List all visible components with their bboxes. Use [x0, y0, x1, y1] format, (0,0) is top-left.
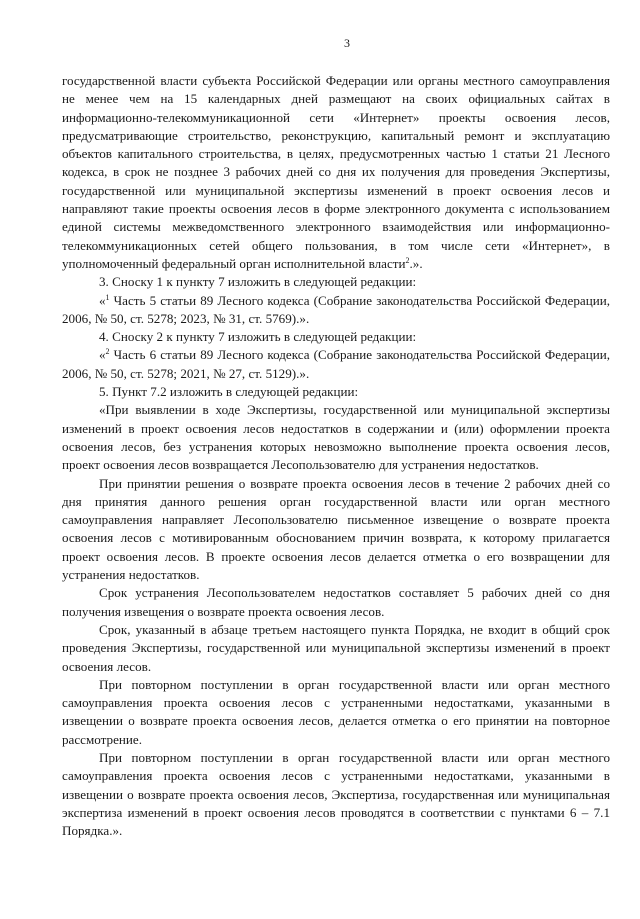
paragraph: «При выявлении в ходе Экспертизы, государственной или муниципальной экспертизы изменений в проект освоения лесов недостатков в содержании и (или) оформлении проекта освоения лесов, без устранения которых невозможно выполнение проекта освоения лесов, проект освоения лесов возвращается Лесопользователю для устранения недостатков.: [62, 402, 610, 473]
page-number: 3: [344, 36, 350, 50]
paragraph: При повторном поступлении в орган государственной власти или орган местного самоуправления проекта освоения лесов с устраненными недостатками, указанными в извещении о возврате проекта освоения лесов, делается отметка о его принятии на повторное рассмотрение.: [62, 676, 610, 747]
footnote-1-text: «$^1$ Часть 5 статьи 89 Лесного кодекса (Собрание законодательства Российской Федерации, 2006, № 50, ст. 5278; 2023, № 31, ст. 5769).».: [62, 292, 610, 326]
footnote-marker: 1: [105, 292, 110, 302]
document-body: [62, 72, 610, 840]
amendment-item-3: 3. Сноску 1 к пункту 7 изложить в следующей редакции:: [99, 274, 417, 290]
paragraph: При принятии решения о возврате проекта освоения лесов в течение 2 рабочих дней со дня принятия данного решения орган государственной власти или орган местного самоуправления направляет Лесопользователю письменное извещение о возврате проекта освоения лесов с мотивированным обоснованием причин возврата, к которому прилагается проект освоения лесов. В проекте освоения лесов делается отметка о его возвращении для устранения недостатков.: [62, 475, 610, 583]
amendment-item-5: 5. Пункт 7.2 изложить в следующей редакции:: [99, 384, 359, 400]
paragraph: При повторном поступлении в орган государственной власти или орган местного самоуправления проекта освоения лесов с устраненными недостатками, указанными в извещении о возврате проекта освоения лесов, Экспертиза, государственная или муниципальная экспертиза изменений в проект освоения лесов проводятся в соответствии с пунктами 6 – 7.1 Порядка.».: [62, 749, 610, 839]
footnote-marker: 2: [105, 347, 110, 357]
paragraph: Срок, указанный в абзаце третьем настоящего пункта Порядка, не входит в общий срок проведения Экспертизы, государственной или муниципальной экспертизы изменений в проект освоения лесов.: [62, 621, 610, 674]
footnote-2-text: «$^2$ Часть 6 статьи 89 Лесного кодекса (Собрание законодательства Российской Федерации, 2006, № 50, ст. 5278; 2021, № 27, ст. 5129).».: [62, 347, 610, 381]
footnote-ref: 2: [405, 255, 410, 265]
amendment-item-4: 4. Сноску 2 к пункту 7 изложить в следующей редакции:: [99, 329, 417, 345]
paragraph-continuation: государственной власти субъекта Российской Федерации или органы местного самоуправления не менее чем на 15 календарных дней размещают на своих официальных сайтах в информационно-телекоммуникационной сети «Интернет» проекты освоения лесов, предусматривающие строительство, реконструкцию, капитальный ремонт и эксплуатацию объектов капитального строительства, в целях, предусмотренных частью 1 статьи 21 Лесного кодекса, в срок не позднее 3 рабочих дней со дня их получения для проведения Экспертизы, государственной или муниципальной экспертизы изменений в проект освоения лесов и направляют такие проекты освоения лесов в форме электронного документа с использованием единой системы межведомственного электронного взаимодействия или информационно-телекоммуникационных сетей общего пользования, в том числе сети «Интернет», в уполномоченный федеральный орган исполнительной власти$^2$.».: [62, 73, 610, 271]
paragraph: Срок устранения Лесопользователем недостатков составляет 5 рабочих дней со дня получения извещения о возврате проекта освоения лесов.: [62, 585, 610, 619]
